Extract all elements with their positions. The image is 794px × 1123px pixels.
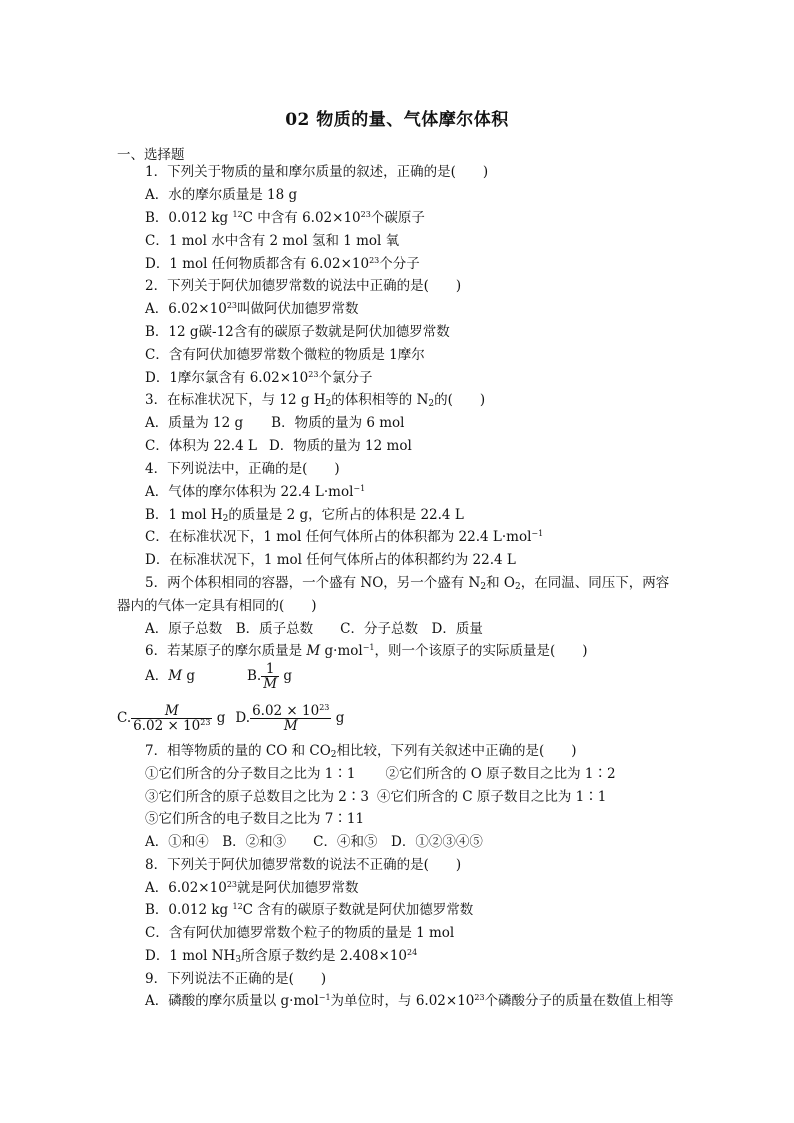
q7-statement-5: ⑤它们所含的电子数目之比为 7∶11 — [145, 811, 365, 827]
q5-options: A．原子总数 B．质子总数 C．分子总数 D．质量 — [145, 621, 483, 637]
q9-option-a: A．磷酸的摩尔质量以 g·mol$^{-1}$为单位时，与 $6.02\times 10^{23}$个磷酸分子的质量在数值上相等 — [145, 993, 674, 1009]
q3-option-a: A．质量为 12 g — [145, 415, 244, 431]
q2-option-d: D．1摩尔氯含有 $6.02\times 10^{23}$个氯分子 — [145, 370, 373, 386]
q7-statement-3: ③它们所含的原子总数目之比为 2∶3 — [145, 789, 369, 805]
q6-options-cd — [117, 704, 344, 733]
q1-stem: 1．下列关于物质的量和摩尔质量的叙述，正确的是( ) — [145, 164, 489, 180]
q4-option-d: D．在标准状况下，1 mol 任何气体所占的体积都约为 22.4 L — [145, 552, 516, 568]
q7-statements-34 — [145, 788, 606, 806]
page-title: 02 物质的量、气体摩尔体积 — [285, 110, 509, 130]
q4-option-a: A．气体的摩尔体积为 22.4 L·mol$^{-1}$ — [145, 484, 366, 500]
q6-options-ab — [145, 662, 292, 691]
q4-option-c: C．在标准状况下，1 mol 任何气体所占的体积都为 22.4 L·mol$^{-1}$ — [145, 529, 544, 545]
q3-options-ab — [145, 414, 405, 432]
q6-option-c: C. $\frac{M}{6.02 \times 10^{23}}$ g — [117, 703, 226, 734]
q4-option-b: B．1 mol $H_2$的质量是 2 g，它所占的体积是 22.4 L — [145, 507, 464, 524]
q2-stem: 2．下列关于阿伏加德罗常数的说法中正确的是( ) — [145, 278, 462, 294]
q2-option-a: A．$6.02\times 10^{23}$叫做阿伏加德罗常数 — [145, 301, 359, 317]
q6-option-a: A．M g — [145, 668, 196, 684]
q3-options-cd — [145, 437, 412, 455]
q5-stem-cont: 器内的气体一定具有相同的( ) — [117, 598, 317, 614]
section-heading: 一、选择题 — [117, 147, 185, 163]
q6-option-d: D. $\frac{6.02 \times 10^{23}}{M}$ g — [235, 703, 345, 734]
q4-stem: 4．下列说法中，正确的是( ) — [145, 461, 340, 477]
q8-option-b: B．0.012 kg $^{12}$C 含有的碳原子数就是阿伏加德罗常数 — [145, 902, 474, 918]
q8-option-d: D．1 mol $NH_3$所含原子数约是 $2.408\times 10^{24}$ — [145, 948, 418, 965]
q8-option-a: A．$6.02\times 10^{23}$就是阿伏加德罗常数 — [145, 880, 359, 896]
q1-option-d: D．1 mol 任何物质都含有 $6.02\times 10^{23}$个分子 — [145, 256, 420, 272]
q1-option-b: B．0.012 kg $^{12}$C 中含有 $6.02\times 10^{23}$个碳原子 — [145, 210, 425, 226]
q7-statement-4: ④它们所含的 C 原子数目之比为 1∶1 — [376, 789, 607, 805]
q1-option-a: A．水的摩尔质量是 18 g — [145, 187, 298, 203]
q8-stem: 8．下列关于阿伏加德罗常数的说法不正确的是( ) — [145, 857, 462, 873]
q7-statement-1: ①它们所含的分子数目之比为 1∶1 — [145, 766, 356, 782]
q3-option-c: C．体积为 22.4 L — [145, 438, 257, 454]
q1-option-c: C．1 mol 水中含有 2 mol 氢和 1 mol 氧 — [145, 233, 400, 249]
q6-stem: 6．若某原子的摩尔质量是 M g·mol$^{-1}$，则一个该原子的实际质量是( ) — [145, 643, 588, 659]
q8-option-c: C．含有阿伏加德罗常数个粒子的物质的量是 1 mol — [145, 925, 455, 941]
q2-option-c: C．含有阿伏加德罗常数个微粒的物质是 1摩尔 — [145, 347, 425, 363]
q3-stem: 3．在标准状况下，与 12 g $H_2$的体积相等的 $N_2$的( ) — [145, 392, 486, 409]
q3-option-b: B．物质的量为 6 mol — [271, 415, 405, 431]
q7-stem: 7．相等物质的量的 CO 和 $CO_2$相比较，下列有关叙述中正确的是( ) — [145, 743, 577, 760]
q7-options: A．①和④ B．②和③ C．④和⑤ D．①②③④⑤ — [145, 834, 483, 850]
q7-statements-12 — [145, 765, 616, 783]
q7-statement-2: ②它们所含的 O 原子数目之比为 1∶2 — [385, 766, 616, 782]
q9-stem: 9．下列说法不正确的是( ) — [145, 971, 327, 987]
q2-option-b: B．12 g碳-12含有的碳原子数就是阿伏加德罗常数 — [145, 324, 450, 340]
q6-option-b: B. $\frac{1}{M}$ g — [247, 661, 293, 692]
q5-stem: 5．两个体积相同的容器，一个盛有 NO，另一个盛有 $N_2$和 $O_2$，在同温、同压下，两容 — [145, 575, 670, 592]
q3-option-d: D．物质的量为 12 mol — [268, 438, 412, 454]
